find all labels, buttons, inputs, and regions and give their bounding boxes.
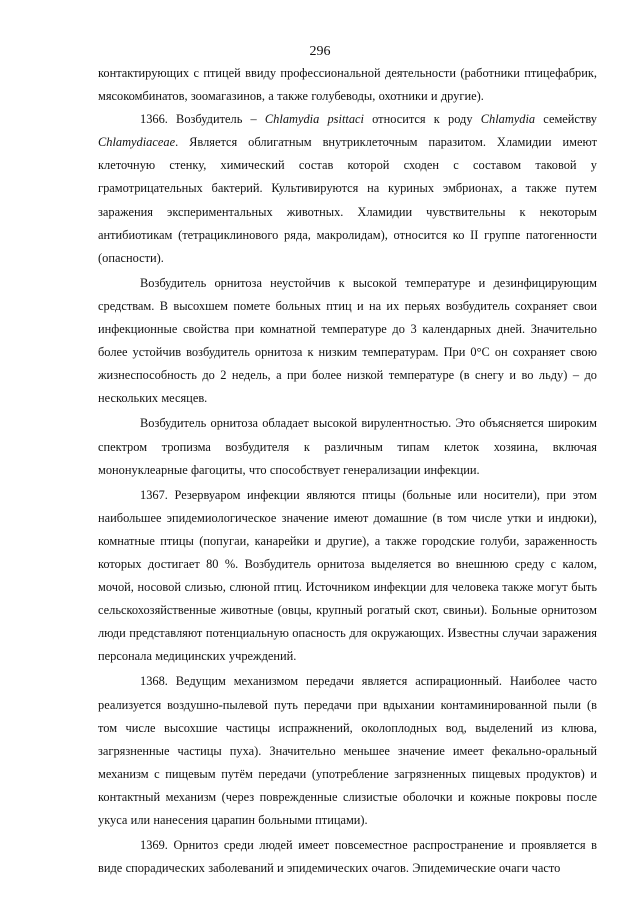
paragraph-text: Возбудитель орнитоза неустойчив к высокой температуре и дезинфицирующим средствам. В высохшем помете больных птиц и на их перьях возбудитель сохраняет свои инфекционные свойства при комнатной температуре до 3 календарных дней. Значительно более устойчив возбудитель орнитоза к низким температурам. При 0°С он сохраняет свою жизнеспособность до 2 недель, а при более низкой температуре (в снегу и во льду) – до нескольких месяцев. bbox=[98, 275, 597, 406]
paragraph-1366 bbox=[98, 108, 597, 270]
paragraph-text: 1368. Ведущим механизмом передачи является аспирационный. Наиболее часто реализуется воздушно-пылевой путь передачи при вдыхании контаминированной пыли (в том числе высохшие частицы испражнений, околоплодных вод, выделений из клюва, загрязненные частицы пуха). Значительно меньшее значение имеет фекально-оральный механизм с пищевым путём передачи (употребление загрязненных пищевых продуктов) и контактный механизм (через поврежденные слизистые оболочки и кожные покровы после укуса или нанесения царапин больными птицами). bbox=[98, 674, 597, 827]
paragraph-text: семейству bbox=[535, 112, 597, 127]
paragraph-text: . Является облигатным внутриклеточным паразитом. Хламидии имеют клеточную стенку, химический состав которой сходен с составом таковой у грамотрицательных бактерий. Культивируются на куриных эмбрионах, а также путем заражения экспериментальных животных. Хламидии чувствительны к некоторым антибиотикам (тетрациклинового ряда, макролидам), относится ко II группе патогенности (опасности). bbox=[98, 135, 597, 265]
paragraph-text: относится к роду bbox=[363, 112, 481, 127]
paragraph-text: 1369. Орнитоз среди людей имеет повсеместное распространение и проявляется в виде спорадических заболеваний и эпидемических очагов. Эпидемические очаги часто bbox=[98, 838, 597, 876]
paragraph-text: контактирующих с птицей ввиду профессиональной деятельности (работники птицефабрик, мясокомбинатов, зоомагазинов, а также голубеводы, охотники и другие). bbox=[98, 66, 597, 104]
paragraph-text: 1366. Возбудитель – bbox=[140, 112, 265, 127]
paragraph-virulence bbox=[98, 412, 597, 481]
paragraph-continuation bbox=[98, 62, 597, 108]
species-name: Chlamydia psittaci bbox=[264, 112, 364, 127]
paragraph-text: Возбудитель орнитоза обладает высокой вирулентностью. Это объясняется широким спектром тропизма возбудителя к различным типам клеток хозяина, включая мононуклеарные фагоциты, что способствует генерализации инфекции. bbox=[98, 416, 597, 477]
genus-name: Chlamydia bbox=[480, 112, 536, 127]
paragraph-1368 bbox=[98, 670, 597, 832]
paragraph-text: 1367. Резервуаром инфекции являются птицы (больные или носители), при этом наибольшее эпидемиологическое значение имеют домашние (в том числе утки и индюки), комнатные птицы (попугаи, канарейки и другие), а также городские голуби, зараженность которых достигает 80 %. Возбудитель орнитоза выделяется во внешнюю среду с калом, мочой, носовой слизью, слюной птиц. Источником инфекции для человека также могут быть сельскохозяйственные животные (овцы, крупный рогатый скот, свиньи). Больные орнитозом люди представляют потенциальную опасность для окружающих. Известны случаи заражения персонала медицинских учреждений. bbox=[98, 487, 597, 664]
family-name: Chlamydiaceae bbox=[98, 135, 176, 150]
document-body bbox=[98, 62, 597, 880]
paragraph-1369 bbox=[98, 834, 597, 880]
paragraph-1367 bbox=[98, 484, 597, 669]
page-number: 296 bbox=[309, 44, 331, 59]
paragraph-resistance bbox=[98, 272, 597, 411]
